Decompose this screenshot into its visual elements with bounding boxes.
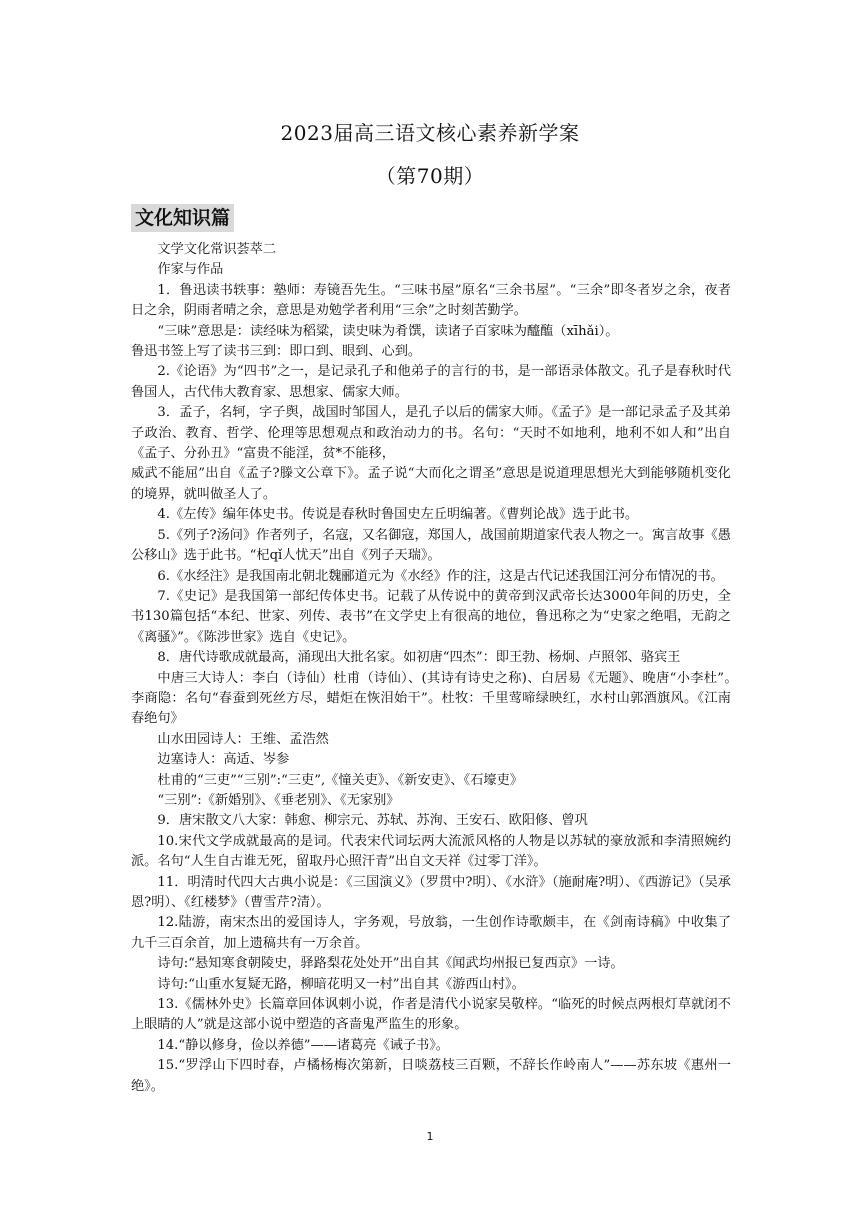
paragraph: 11．明清时代四大古典小说是：《三国演义》（罗贯中?明）、《水浒》（施耐庵?明）、《西游记》（吴承恩?明）、《红楼梦》（曹雪芹?清）。 [131, 874, 731, 910]
paragraph: 文学文化常识荟萃二 [157, 242, 277, 257]
paragraph: 13.《儒林外史》长篇章回体讽刺小说，作者是清代小说家吴敬梓。“临死的时候点两根灯草就闭不上眼睛的人”就是这部小说中塑造的吝啬鬼严监生的形象。 [131, 997, 731, 1033]
page-number: 1 [426, 1130, 434, 1143]
paragraph: 2.《论语》为“四书”之一，是记录孔子和他弟子的言行的书，是一部语录体散文。孔子是春秋时代鲁国人，古代伟大教育家、思想家、儒家大师。 [131, 364, 731, 400]
section-heading: 文化知识篇 [131, 204, 234, 232]
paragraph: 10.宋代文学成就最高的是词。代表宋代词坛两大流派风格的人物是以苏轼的豪放派和李清照婉约派。名句“人生自古谁无死，留取丹心照汗青”出自文天祥《过零丁洋》。 [131, 833, 731, 870]
paragraph: 9．唐宋散文八大家：韩愈、柳宗元、苏轼、苏洵、王安石、欧阳修、曾巩 [157, 813, 588, 829]
paragraph: 14.“静以修身，俭以养德”——诸葛亮《诫子书》。 [157, 1037, 449, 1053]
paragraph: 山水田园诗人：王维、孟浩然 [157, 731, 329, 747]
paragraph: 6.《水经注》是我国南北朝北魏郦道元为《水经》作的注，这是古代记述我国江河分布情况的书。 [157, 568, 724, 584]
paragraph: 鲁迅书签上写了读书三到：即口到、眼到、心到。 [131, 344, 422, 360]
document-title: 2023届高三语文核心素养新学案 [280, 121, 580, 145]
paragraph: 4.《左传》编年体史书。传说是春秋时鲁国史左丘明编著。《曹刿论战》选于此书。 [157, 507, 639, 523]
paragraph: 12.陆游，南宋杰出的爱国诗人，字务观，号放翁，一生创作诗歌颇丰，在《剑南诗稿》中收集了九千三百余首，加上遗稿共有一万余首。 [131, 915, 731, 951]
paragraph: 7.《史记》是我国第一部纪传体史书。记载了从传说中的黄帝到汉武帝长达3000年间的历史，全书130篇包括“本纪、世家、列传、表书”在文学史上有很高的地位，鲁迅称之为“史家之绝唱，无韵之《离骚》”。《陈涉世家》选自《史记》。 [131, 588, 731, 645]
paragraph: 15.“罗浮山下四时春，卢橘杨梅次第新，日啖荔枝三百颗，不辞长作岭南人”——苏东坡《惠州一绝》。 [131, 1058, 731, 1094]
paragraph: 3．孟子，名轲，字子舆，战国时邹国人，是孔子以后的儒家大师。《孟子》是一部记录孟子及其弟子政治、教育、哲学、伦理等思想观点和政治动力的书。名句：“天时不如地利，地利不如人和”出自《孟子、分孙丑》“富贵不能淫，贫*不能移， [131, 405, 731, 462]
paragraph: “三别”:《新婚别》、《垂老别》、《无家别》 [157, 792, 400, 808]
paragraph: “三味”意思是：读经味为稻粱，读史味为肴馔，读诸子百家味为醯醢（xīhǎi）。 [157, 323, 619, 339]
paragraph: 威武不能屈”出自《孟子?滕文公章下》。孟子说“大而化之谓圣”意思是说道理思想光大到能够随机变化的境界，就叫做圣人了。 [131, 466, 731, 502]
issue-number: （第70期） [375, 164, 485, 188]
paragraph: 诗句:“山重水复疑无路，柳暗花明又一村”出自其《游西山村》。 [157, 976, 525, 992]
paragraph: 1．鲁迅读书轶事：塾师：寿镜吾先生。“三味书屋”原名“三余书屋”。“三余”即冬者岁之余，夜者日之余，阴雨者晴之余，意思是劝勉学者利用“三余”之时刻苦勤学。 [131, 282, 731, 319]
paragraph: 杜甫的“三吏”“三别”:“三吏”,《憧关吏》、《新安吏》、《石壕吏》 [157, 772, 523, 788]
paragraph: 5.《列子?汤问》作者列子，名寇，又名御寇，郑国人，战国前期道家代表人物之一。寓言故事《愚公移山》选于此书。“杞qǐ人忧天”出自《列子天瑞》。 [131, 527, 731, 564]
paragraph: 中唐三大诗人：李白（诗仙）杜甫（诗仙）、(其诗有诗史之称)、白居易《无题》、晚唐“小李杜”。 李商隐：名句“春蚕到死丝方尽，蜡炬在恢泪始干”。杜牧：千里莺啼绿映红，水村山郭酒旗风。《江南春绝句》 [131, 670, 745, 727]
paragraph: 作家与作品 [157, 262, 224, 278]
paragraph: 8．唐代诗歌成就最高，涌现出大批名家。如初唐“四杰”：即王勃、杨炯、卢照邻、骆宾王 [157, 650, 681, 666]
paragraph: 诗句:“悬知寒食朝陵史，驿路梨花处处开”出自其《闻武均州报已复西京》一诗。 [157, 956, 624, 972]
document-body [131, 240, 745, 1097]
paragraph: 边塞诗人：高适、岑参 [157, 752, 290, 768]
